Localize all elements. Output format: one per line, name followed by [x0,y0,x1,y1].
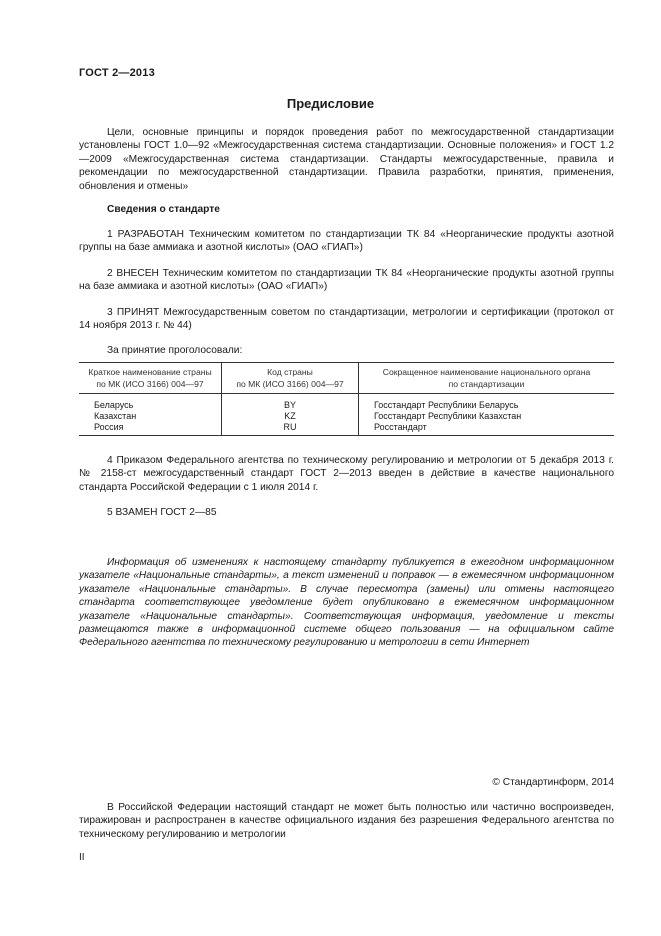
rights-notice-text: В Российской Федерации настоящий стандарт не может быть полностью или частично воспроизведен, тиражирован и распространен в качестве официального издания без разрешения Федерального агентства по техническому регулированию и метрологии [79,802,614,840]
item-replaces-text: 5 ВЗАМЕН ГОСТ 2—85 [107,507,217,518]
cell-code: RU [222,422,359,436]
table-row [79,422,614,436]
cell-code: BY [222,394,359,412]
header-code-line1: Код страны [267,367,313,377]
vote-table-header-row [79,363,614,394]
cell-country: Беларусь [79,394,222,412]
item-adopted-text: 3 ПРИНЯТ Межгосударственным советом по стандартизации, метрологии и сертификации (протокол от 14 ноября 2013 г. № 44) [79,307,614,332]
table-row [79,394,614,412]
intro-text: Цели, основные принципы и порядок проведения работ по межгосударственной стандартизации установлены ГОСТ 1.0—92 «Межгосударственная система стандартизации. Основные положения» и ГОСТ 1.2—2009 «Межгосударственная система стандартизации. Стандарты межгосударственные, правила и рекомендации по межгосударственной стандартизации. Правила разработки, принятия, применения, обновления и отмены» [79,127,614,192]
intro-paragraph [79,126,614,193]
table-row [79,411,614,422]
changes-notice-text: Информация об изменениях к настоящему стандарту публикуется в ежегодном информационном указателе «Национальные стандарты», а текст изменений и поправок — в ежемесячном информационном указателе «Национальные стандарты». В случае пересмотра (замены) или отмены настоящего стандарта соответствующее уведомление будет опубликовано в ежемесячном информационном указателе «Национальные стандарты». Соответствующая информация, уведомление и тексты размещаются также в информационной системе общего пользования — на официальном сайте Федерального агентства по техническому регулированию и метрологии в сети Интернет [79,557,614,649]
copyright: © Стандартинформ, 2014 [492,777,614,788]
item-enacted-text: 4 Приказом Федерального агентства по техническому регулированию и метрологии от 5 декабря 2013 г. № 2158-ст межгосударственный стандарт ГОСТ 2—2013 введен в действие в качестве национального стандарта Российской Федерации с 1 июля 2014 г. [79,455,614,493]
header-country [79,363,222,394]
cell-country: Россия [79,422,222,436]
header-code [222,363,359,394]
document-code: ГОСТ 2—2013 [79,67,155,79]
page-title: Предисловие [286,96,375,111]
vote-intro-text: За принятие проголосовали: [107,345,243,356]
item-introduced-text: 2 ВНЕСЕН Техническим комитетом по стандартизации ТК 84 «Неорганические продукты азотной группы на базе аммиака и азотной кислоты» (ОАО «ГИАП») [79,268,614,293]
cell-country: Казахстан [79,411,222,422]
item-developed [79,228,614,255]
rights-notice [79,801,614,841]
item-replaces [79,506,614,519]
section-title [79,203,614,216]
header-org-line2: по стандартизации [448,379,525,389]
header-org-line1: Сокращенное наименование национального органа [382,367,591,377]
vote-table [79,362,614,436]
item-developed-text: 1 РАЗРАБОТАН Техническим комитетом по стандартизации ТК 84 «Неорганические продукты азотной группы на базе аммиака и азотной кислоты» (ОАО «ГИАП») [79,229,614,254]
section-title-text: Сведения о стандарте [107,204,220,215]
header-country-line1: Краткое наименование страны [88,367,212,377]
header-org [359,363,615,394]
item-adopted [79,306,614,333]
item-enacted [79,454,614,494]
cell-org: Госстандарт Республики Беларусь [359,394,615,412]
cell-code: KZ [222,411,359,422]
item-introduced [79,267,614,294]
vote-intro [79,344,614,357]
page-number: II [79,852,85,863]
header-country-line2: по МК (ИСО 3166) 004—97 [96,379,204,389]
header-code-line2: по МК (ИСО 3166) 004—97 [236,379,344,389]
cell-org: Росстандарт [359,422,615,436]
changes-notice [79,556,614,650]
cell-org: Госстандарт Республики Казахстан [359,411,615,422]
